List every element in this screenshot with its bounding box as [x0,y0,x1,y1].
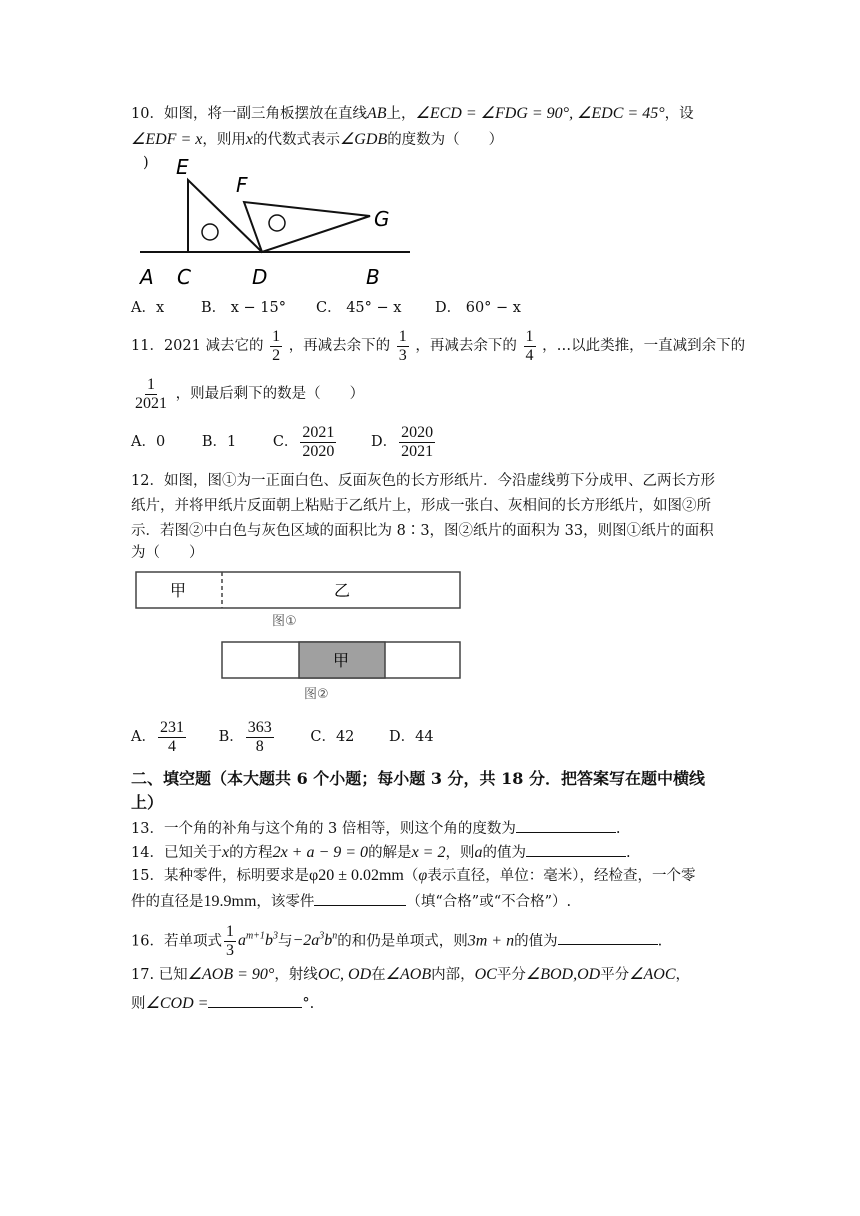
figure-1-caption: 图① [272,614,297,629]
label-c: C [177,265,191,289]
q17-target: ∠COD = [145,995,209,1012]
mono-exp: m+1 [245,931,265,942]
q16-text-mid2: 的和仍是单项式，则 [337,933,468,950]
q12-figure [130,568,470,708]
triangle-fdg [244,202,370,252]
frac-num: 2020 [401,423,434,441]
frac-den: 3 [225,941,234,959]
q11-text-c: ，…以此类推，一直减到余下的 [542,338,746,354]
mono-base: a [237,932,246,950]
q10-option-c[interactable]: C． 45° − x [316,300,402,316]
q10-condition: ∠ECD = ∠FDG = 90°, ∠EDC = 45° [415,105,665,122]
q17-rays: OC, OD [317,966,372,983]
figure-2-caption: 图② [304,687,329,702]
q17-end: . [309,996,315,1012]
q15-text: 15．某种零件，标明要求是 [131,868,309,884]
q16-text: 16．若单项式 [131,933,222,950]
frac-num: 1 [272,327,281,345]
q10-stray-paren: ) [143,155,149,171]
q12-option-b[interactable] [218,718,276,755]
q14-text-mid2: 的解是 [368,845,412,861]
frac-den: 2021 [401,442,434,460]
q14-var: x [221,844,230,861]
frac-num: 231 [159,718,184,736]
q14-end: . [625,845,631,861]
q17-condition: ∠AOB = 90° [187,966,275,983]
fraction-2020-2021 [399,424,435,461]
q10-line1 [131,104,694,124]
q12-line2: 纸片，并将甲纸片反面朝上粘贴于乙纸片上，形成一张白、灰相间的长方形纸片，如图②所 [131,498,711,514]
q10-var: x [245,131,253,148]
q11-option-b[interactable]: B．1 [201,434,237,450]
q15-text-line2-mid: ，该零件 [256,894,315,910]
q17-text-mid3: 内部， [431,967,475,983]
q16-text-mid: 与 [277,933,293,950]
fraction-1-3 [397,328,409,365]
q13-line [131,818,621,839]
label-yi: 乙 [334,581,351,600]
frac-den: 4 [167,737,176,755]
q16-monomial-1 [238,932,278,949]
fraction-1-2 [270,328,282,365]
q14-text-mid3: ，则 [445,845,475,861]
q14-var2: a [474,844,483,861]
q11-options [131,422,437,462]
option-label: B． [218,729,244,745]
mono-bexp: 3 [272,931,278,942]
q17-text-mid2: 在 [371,967,386,983]
q14-solution: x = 2 [411,844,446,861]
q15-line1 [131,866,695,886]
q11-option-a[interactable]: A．0 [131,434,166,450]
q11-option-c[interactable] [272,423,339,460]
option-label: A． [131,729,156,745]
q17-deg: ° [302,996,310,1012]
fraction-1-3 [224,923,236,960]
q15-text-mid2: 表示直径，单位：毫米），经检查，一个零 [427,868,696,884]
label-jia: 甲 [170,581,187,600]
q17-angle: ∠AOB [385,966,432,983]
q10-text-set: ，设 [664,106,694,122]
mono-b: b [264,932,273,950]
q17-text-mid4: 平分 [496,967,526,983]
q16-text-tail: 的值为 [514,933,558,950]
q10-variable-def: ∠EDF = x [131,131,203,148]
frac-num: 2021 [302,423,335,441]
frac-den: 4 [525,346,534,364]
frac-num: 363 [247,718,272,736]
q11-text: 11．2021 减去它的 [131,338,264,354]
q10-line-name: AB [366,105,387,122]
frac-den: 2 [272,346,281,364]
q11-option-d[interactable] [371,423,437,460]
frac-num: 1 [147,375,155,393]
q16-expression: 3m + n [467,932,515,950]
triangle-ecd [188,180,262,252]
triangle-hole [202,224,218,240]
q10-line2 [131,130,503,150]
option-label: D． [371,434,398,450]
q17-bod: ∠BOD,OD [525,966,601,983]
mono-base: −2a [292,932,320,950]
section-heading-line1: 二、填空题（本大题共 6 个小题；每小题 3 分，共 18 分．把答案写在题中横线 [131,769,705,788]
q10-text: 10．如图，将一副三角板摆放在直线 [131,106,367,122]
q12-options [131,714,434,760]
frac-den: 3 [398,346,407,364]
q15-text-mid: （ [403,868,419,884]
q17-text-mid5: 平分 [600,967,630,983]
q11-text-a: ，再减去余下的 [288,338,391,354]
fraction-2021-2020 [300,424,336,461]
q15-text-line2-tail: （填“合格”或“不合格”）. [406,894,572,910]
q11-text-d: ，则最后剩下的数是（ ） [175,386,365,402]
q16-end: . [657,933,663,950]
mono-bexp: n [332,931,338,942]
q12-line4: 为（ ） [131,545,204,561]
q15-phi: φ [418,867,428,884]
label-b: B [366,265,380,289]
q10-text-on: 上， [386,106,416,122]
q13-end: . [615,821,621,837]
q11-line1 [131,326,745,366]
q17-line1 [131,965,690,985]
q15-answer-blank[interactable] [314,891,406,906]
q17-aoc: ∠AOC [629,966,676,983]
q15-line2 [131,891,571,912]
fraction-363-8 [246,719,274,756]
mono-exp: 3 [319,931,325,942]
q17-end1: ， [675,967,691,983]
q17-answer-blank[interactable] [208,993,302,1008]
q10-figure [130,150,420,290]
q10-option-a[interactable]: A．x [131,300,165,316]
q11-line2 [131,374,364,414]
q10-text-tail: 的代数式表示 [252,132,340,148]
label-g: G [374,207,390,231]
q13-text: 13．一个角的补角与这个角的 3 倍相等，则这个角的度数为 [131,821,516,837]
q17-oc: OC [474,966,497,983]
q14-text-mid: 的方程 [229,845,273,861]
q15-spec: φ20 ± 0.02mm [308,867,404,884]
frac-num: 1 [525,327,534,345]
option-label: C． [272,434,299,450]
q10-option-b[interactable]: B． x − 15° [201,300,287,316]
frac-den: 8 [255,737,264,755]
fraction-1-4 [524,328,536,365]
q15-diameter: 19.9mm [203,893,257,910]
q15-text-line2: 件的直径是 [131,894,204,910]
q10-option-d[interactable]: D． 60° − x [435,300,521,316]
triangle-hole [269,215,285,231]
q13-answer-blank[interactable] [516,818,616,833]
fraction-1-2021 [133,376,169,413]
frac-den: 2021 [135,394,167,412]
label-d: D [252,265,268,289]
q12-option-d[interactable]: D．44 [389,729,434,745]
q12-line3: 示．若图②中白色与灰色区域的面积比为 8∶3，图②纸片的面积为 33，则图①纸片的面积 [131,523,714,539]
q17-line2 [131,993,314,1014]
q10-text-end: 的度数为（ ） [387,132,504,148]
q14-equation: 2x + a − 9 = 0 [272,844,369,861]
q14-answer-blank[interactable] [526,842,626,857]
q16-line [131,915,662,963]
q12-line1: 12．如图，图①为一正面白色、反面灰色的长方形纸片．今沿虚线剪下分成甲、乙两长方形 [131,473,715,489]
section-heading-line2: 上） [131,793,164,812]
fraction-231-4 [158,719,186,756]
q16-answer-blank[interactable] [558,930,658,945]
mono-b: b [324,932,333,950]
q17-text: 17. 已知 [131,967,188,983]
q12-option-c[interactable]: C．42 [310,729,355,745]
label-jia-gray: 甲 [333,651,350,670]
q12-option-a[interactable] [131,718,188,755]
q14-text-tail: 的值为 [482,845,526,861]
q14-line [131,842,631,863]
label-e: E [176,155,189,179]
q10-target-angle: ∠GDB [339,131,388,148]
q17-text-line2: 则 [131,996,146,1012]
frac-den: 2020 [302,442,335,460]
frac-num: 1 [225,922,234,940]
label-f: F [236,173,248,197]
q16-monomial-2 [292,932,337,949]
q11-text-b: ，再减去余下的 [415,338,517,354]
q17-text-mid: ，射线 [274,967,318,983]
q14-text: 14．已知关于 [131,845,222,861]
frac-num: 1 [398,327,407,345]
label-a: A [140,265,154,289]
q10-text-then: ，则用 [202,132,246,148]
